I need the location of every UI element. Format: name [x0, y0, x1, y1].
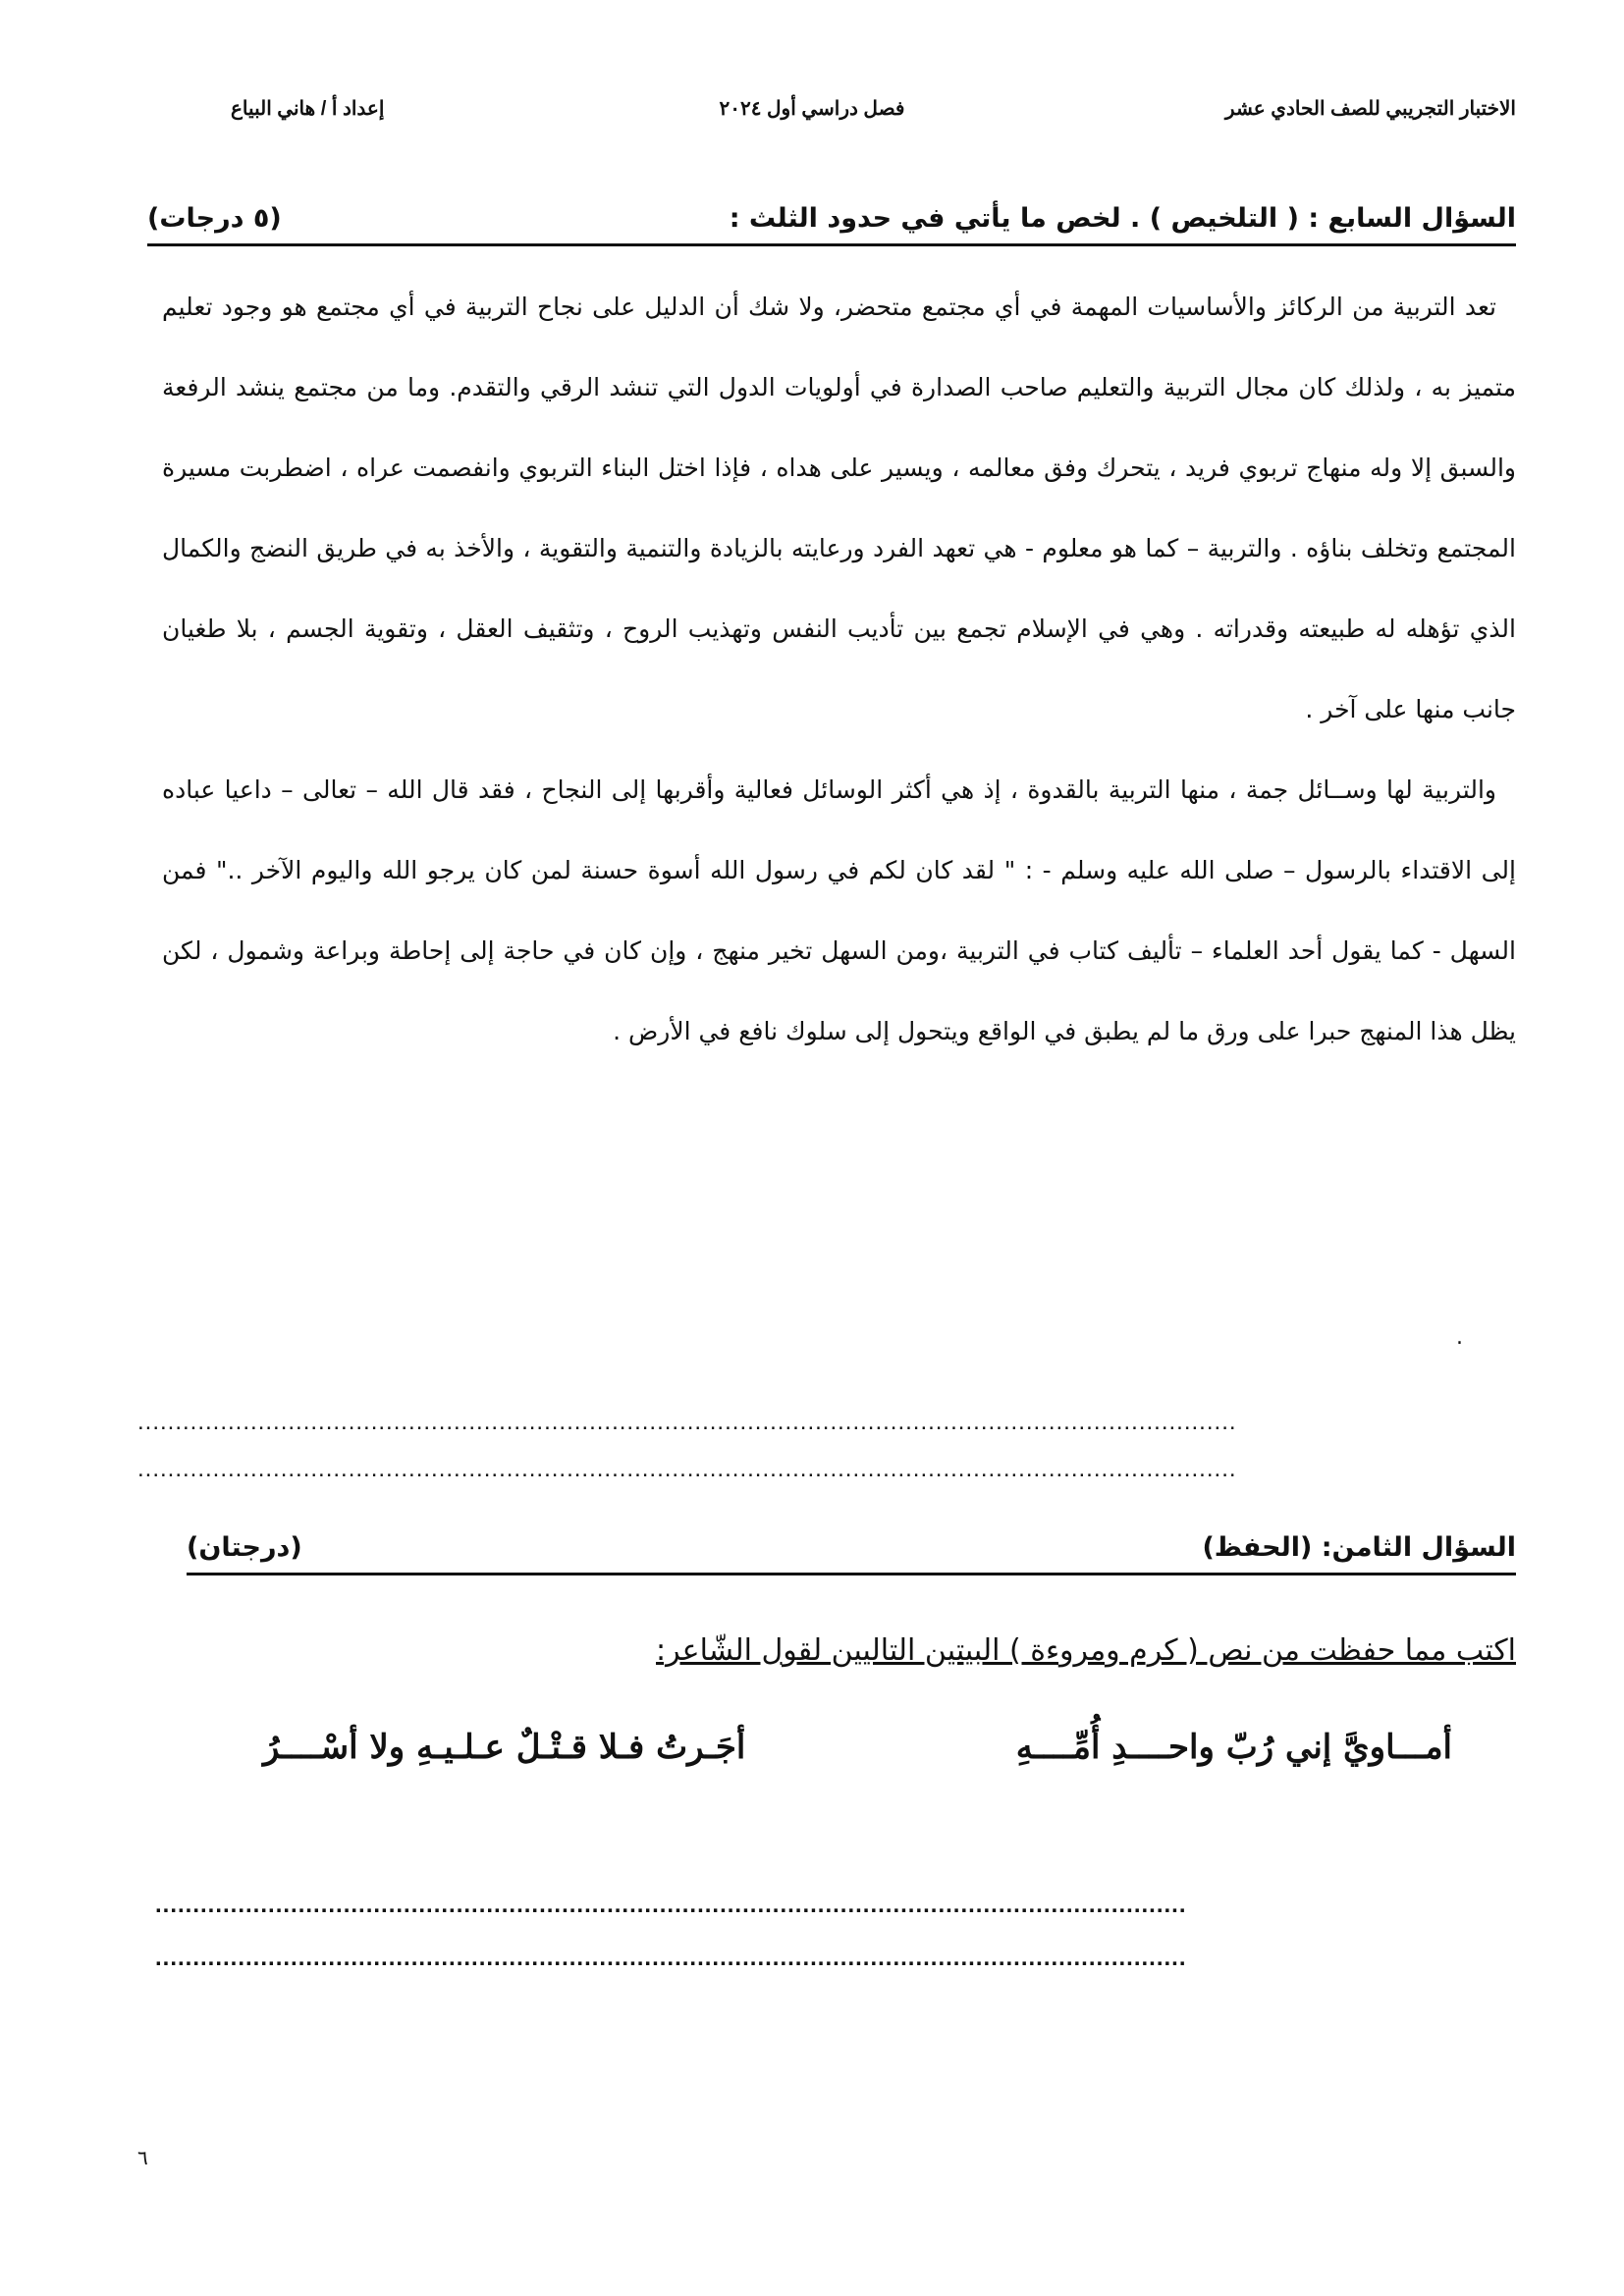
answer-line-q7-1[interactable]: .................................................................................................................................................. — [137, 1409, 1237, 1435]
page-number: ٦ — [137, 2148, 148, 2169]
question7-marks: (٥ درجات) — [147, 203, 282, 234]
header-course: الاختبار التجريبي للصف الحادي عشر — [1224, 98, 1516, 120]
header-term: فصل دراسي أول ٢٠٢٤ — [719, 98, 905, 120]
question8-instruction: اكتب مما حفظت من نص ( كرم ومروءة ) البيتين التاليين لقول الشّاعر: — [656, 1633, 1516, 1668]
question8-title: السؤال الثامن: (الحفظ) — [1202, 1532, 1516, 1563]
poem-first-hemistich: أمـــاويَّ إني رُبّ واحــــدِ أُمِّــــهِ — [1015, 1728, 1452, 1767]
summary-passage — [162, 267, 1516, 1072]
answer-line-q8-1[interactable]: ......................................................................................................................................... — [155, 1892, 1187, 1918]
header-author: إعداد أ / هاني البياع — [231, 98, 385, 120]
question8-heading — [187, 1531, 1516, 1575]
question7-heading — [147, 202, 1516, 246]
answer-line-q7-2[interactable]: .................................................................................................................................................. — [137, 1456, 1237, 1482]
passage-paragraph-1: تعد التربية من الركائز والأساسيات المهمة في أي مجتمع متحضر، ولا شك أن الدليل على نجاح التربية في أي مجتمع هو وجود تعليم متميز به ، ولذلك كان مجال التربية والتعليم صاحب الصدارة في أولويات الدول التي تنشد الرقي والتقدم. وما من مجتمع ينشد الرفعة والسبق إلا وله منهاج تربوي فريد ، يتحرك وفق معالمه ، ويسير على هداه ، فإذا اختل البناء التربوي وانفصمت عراه ، اضطربت مسيرة المجتمع وتخلف بناؤه . والتربية – كما هو معلوم - هي تعهد الفرد ورعايته بالزيادة والتنمية والتقوية ، والأخذ به في طريق النضج والكمال الذي تؤهله له طبيعته وقدراته . وهي في الإسلام تجمع بين تأديب النفس وتهذيب الروح ، وتثقيف العقل ، وتقوية الجسم ، بلا طغيان جانب منها على آخر . — [162, 293, 1516, 723]
passage-paragraph-2: والتربية لها وســائل جمة ، منها التربية بالقدوة ، إذ هي أكثر الوسائل فعالية وأقربها إلى النجاح ، فقد قال الله – تعالى – داعيا عباده إلى الاقتداء بالرسول – صلى الله عليه وسلم - : " لقد كان لكم في رسول الله أسوة حسنة لمن كان يرجو الله واليوم الآخر .." فمن السهل - كما يقول أحد العلماء – تأليف كتاب في التربية ،ومن السهل تخير منهج ، وإن كان في حاجة إلى إحاطة وبراعة وشمول ، لكن يظل هذا المنهج حبرا على ورق ما لم يطبق في الواقع ويتحول إلى سلوك نافع في الأرض . — [162, 775, 1516, 1045]
poem-second-hemistich: أجَـرتُ فـلا قـتْـلٌ عـلـيـهِ ولا أسْــــرُ — [263, 1728, 746, 1767]
stray-dot: . — [1456, 1325, 1463, 1350]
answer-line-q8-2[interactable]: ......................................................................................................................................... — [155, 1945, 1187, 1971]
question7-title: السؤال السابع : ( التلخيص ) . لخص ما يأتي في حدود الثلث : — [729, 203, 1516, 234]
question8-marks: (درجتان) — [187, 1532, 302, 1563]
